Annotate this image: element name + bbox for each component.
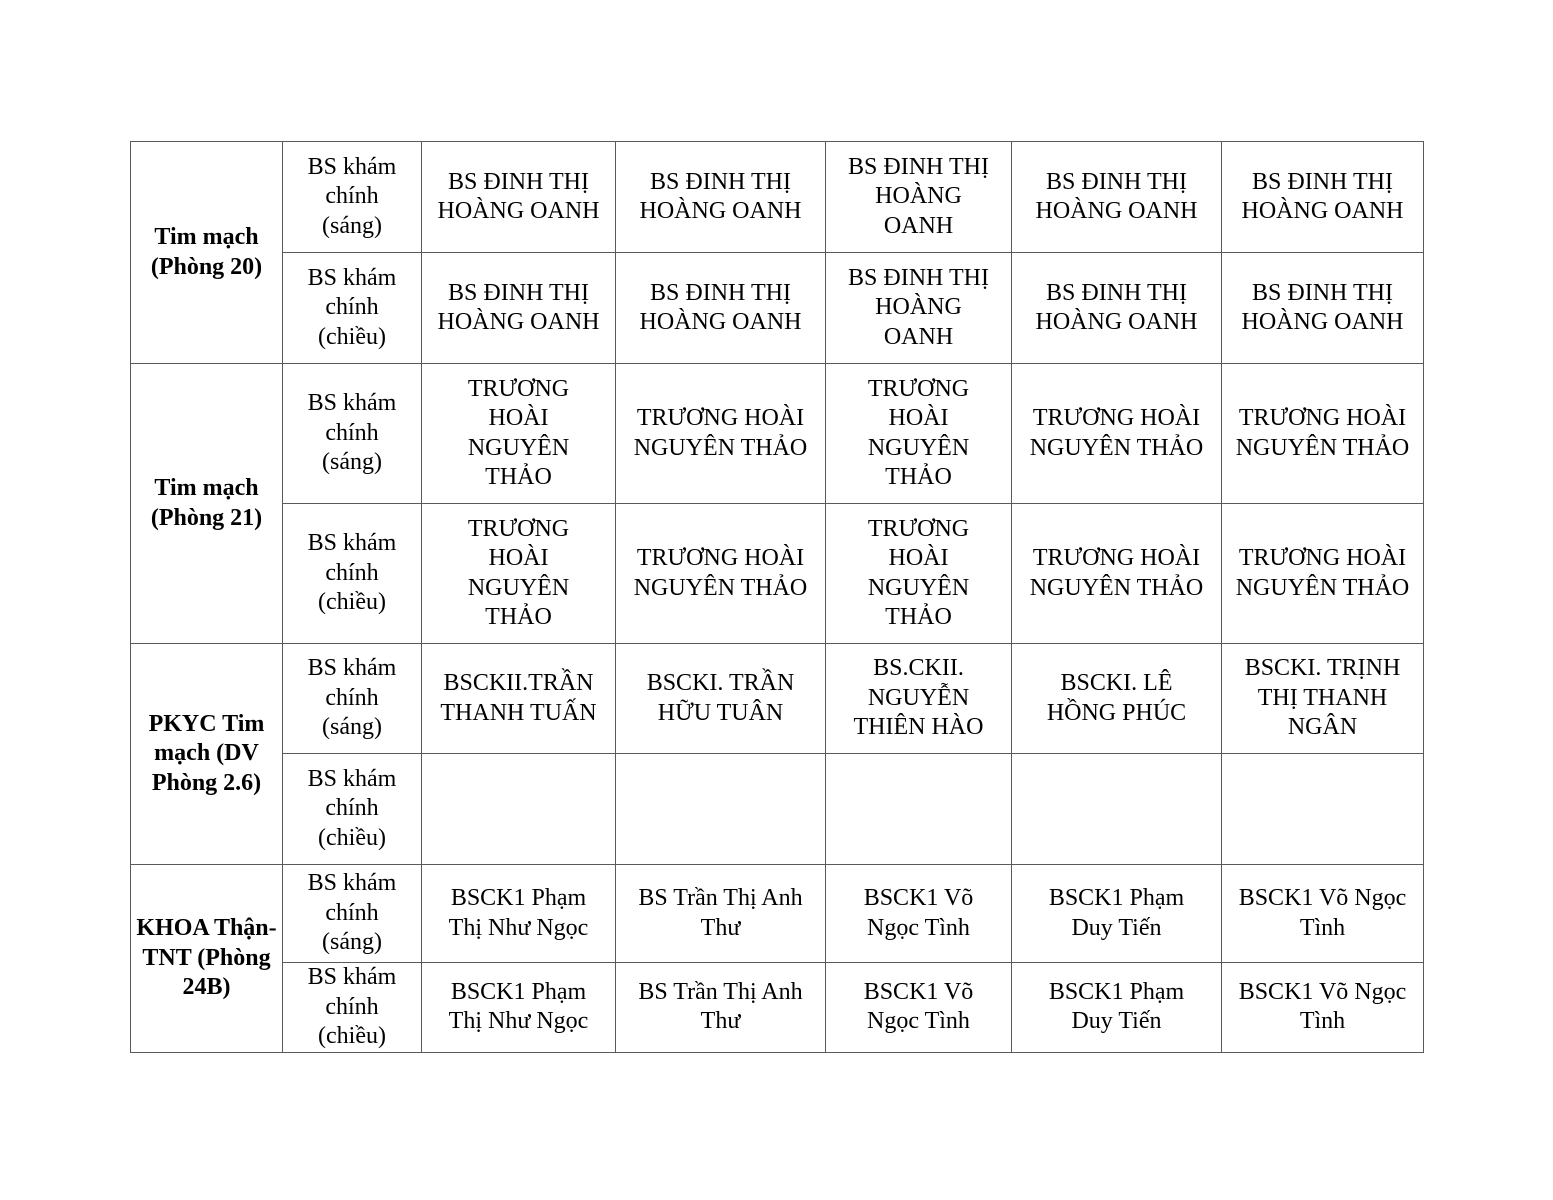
doctor-cell: BS Trần Thị Anh Thư [616,865,826,963]
doctor-cell: BSCK1 Võ Ngọc Tình [1222,865,1424,963]
department-cell: KHOA Thận-TNT (Phòng 24B) [131,865,283,1053]
doctor-cell: BSCK1 Phạm Thị Như Ngọc [422,963,616,1053]
shift-cell: BS khám chính (chiều) [283,963,422,1053]
doctor-cell: BSCK1 Võ Ngọc Tình [826,963,1012,1053]
table-row [131,754,1424,865]
doctor-cell: TRƯƠNG HOÀI NGUYÊN THẢO [1222,364,1424,504]
doctor-cell: BSCKI. LÊ HỒNG PHÚC [1012,644,1222,754]
doctor-cell: BSCK1 Phạm Duy Tiến [1012,963,1222,1053]
shift-cell: BS khám chính (chiều) [283,253,422,364]
doctor-cell: TRƯƠNG HOÀI NGUYÊN THẢO [616,504,826,644]
table-row [131,963,1424,1053]
doctor-cell [1012,754,1222,865]
doctor-cell: BS ĐINH THỊ HOÀNG OANH [422,142,616,253]
doctor-cell: BS ĐINH THỊ HOÀNG OANH [826,253,1012,364]
doctor-cell: TRƯƠNG HOÀI NGUYÊN THẢO [826,364,1012,504]
doctor-cell: BSCK1 Phạm Duy Tiến [1012,865,1222,963]
doctor-cell [1222,754,1424,865]
shift-cell: BS khám chính (sáng) [283,865,422,963]
table-row [131,253,1424,364]
doctor-cell: TRƯƠNG HOÀI NGUYÊN THẢO [826,504,1012,644]
doctor-cell: BSCK1 Võ Ngọc Tình [1222,963,1424,1053]
table-row [131,865,1424,963]
doctor-cell: BS ĐINH THỊ HOÀNG OANH [1012,253,1222,364]
shift-cell: BS khám chính (chiều) [283,754,422,865]
doctor-cell: TRƯƠNG HOÀI NGUYÊN THẢO [422,504,616,644]
department-cell: Tim mạch (Phòng 21) [131,364,283,644]
schedule-table [130,141,1424,1053]
doctor-cell: BSCKI. TRỊNH THỊ THANH NGÂN [1222,644,1424,754]
table-row [131,364,1424,504]
doctor-cell: BS ĐINH THỊ HOÀNG OANH [826,142,1012,253]
doctor-cell: TRƯƠNG HOÀI NGUYÊN THẢO [1012,364,1222,504]
department-cell: Tim mạch (Phòng 20) [131,142,283,364]
shift-cell: BS khám chính (sáng) [283,364,422,504]
doctor-cell: BS ĐINH THỊ HOÀNG OANH [1222,142,1424,253]
shift-cell: BS khám chính (chiều) [283,504,422,644]
doctor-cell: BS ĐINH THỊ HOÀNG OANH [616,142,826,253]
doctor-cell: BSCK1 Võ Ngọc Tình [826,865,1012,963]
shift-cell: BS khám chính (sáng) [283,142,422,253]
doctor-cell: BS ĐINH THỊ HOÀNG OANH [616,253,826,364]
doctor-cell [422,754,616,865]
table-row [131,142,1424,253]
doctor-cell: BSCKII.TRẦN THANH TUẤN [422,644,616,754]
shift-cell: BS khám chính (sáng) [283,644,422,754]
doctor-cell: TRƯƠNG HOÀI NGUYÊN THẢO [1222,504,1424,644]
doctor-cell: BS ĐINH THỊ HOÀNG OANH [422,253,616,364]
doctor-cell: BS ĐINH THỊ HOÀNG OANH [1012,142,1222,253]
doctor-cell: BS.CKII. NGUYỄN THIÊN HÀO [826,644,1012,754]
doctor-cell: TRƯƠNG HOÀI NGUYÊN THẢO [616,364,826,504]
doctor-cell: TRƯƠNG HOÀI NGUYÊN THẢO [1012,504,1222,644]
doctor-cell: TRƯƠNG HOÀI NGUYÊN THẢO [422,364,616,504]
doctor-cell: BS Trần Thị Anh Thư [616,963,826,1053]
department-cell: PKYC Tim mạch (DV Phòng 2.6) [131,644,283,865]
doctor-cell: BSCK1 Phạm Thị Như Ngọc [422,865,616,963]
table-row [131,504,1424,644]
doctor-cell: BS ĐINH THỊ HOÀNG OANH [1222,253,1424,364]
table-row [131,644,1424,754]
doctor-cell [616,754,826,865]
doctor-cell [826,754,1012,865]
doctor-cell: BSCKI. TRẦN HỮU TUÂN [616,644,826,754]
